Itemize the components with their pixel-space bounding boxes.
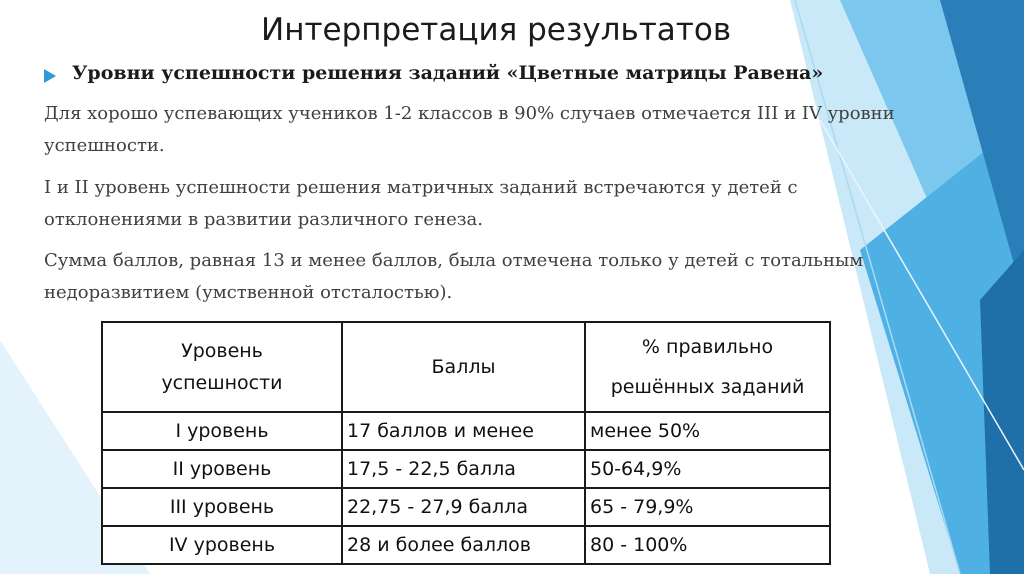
cell-level: II уровень xyxy=(102,450,342,488)
cell-percent: 65 - 79,9% xyxy=(585,488,830,526)
header-percent-line1: % правильно xyxy=(641,336,774,358)
bullet-arrow-icon xyxy=(44,69,56,83)
paragraph: Для хорошо успевающих учеников 1-2 классов в 90% случаев отмечается III и IV уровни успешности. xyxy=(44,103,895,156)
header-level-line2: успешности xyxy=(161,372,283,394)
cell-percent: менее 50% xyxy=(585,412,830,450)
header-score: Баллы xyxy=(342,322,585,412)
table-row xyxy=(102,488,830,526)
table-header-row xyxy=(102,322,830,412)
cell-score: 17 баллов и менее xyxy=(342,412,585,450)
header-level xyxy=(102,322,342,412)
slide-subtitle: Уровни успешности решения заданий «Цветные матрицы Равена» xyxy=(72,62,824,84)
table-row xyxy=(102,526,830,564)
header-level-line1: Уровень xyxy=(181,340,263,362)
cell-score: 28 и более баллов xyxy=(342,526,585,564)
cell-score: 22,75 - 27,9 балла xyxy=(342,488,585,526)
cell-level: I уровень xyxy=(102,412,342,450)
table-row xyxy=(102,450,830,488)
slide-title: Интерпретация результатов xyxy=(261,12,732,48)
cell-percent: 80 - 100% xyxy=(585,526,830,564)
paragraph: I и II уровень успешности решения матричных заданий встречаются у детей с отклонениями в развитии различного генеза. xyxy=(44,177,798,230)
table-row xyxy=(102,412,830,450)
cell-level: III уровень xyxy=(102,488,342,526)
cell-percent: 50-64,9% xyxy=(585,450,830,488)
header-percent-line2: решённых заданий xyxy=(610,376,805,398)
cell-score: 17,5 - 22,5 балла xyxy=(342,450,585,488)
cell-level: IV уровень xyxy=(102,526,342,564)
header-percent xyxy=(585,322,830,412)
paragraph: Сумма баллов, равная 13 и менее баллов, была отмечена только у детей с тотальным недоразвитием (умственной отсталостью). xyxy=(44,250,864,303)
results-table xyxy=(101,321,831,565)
